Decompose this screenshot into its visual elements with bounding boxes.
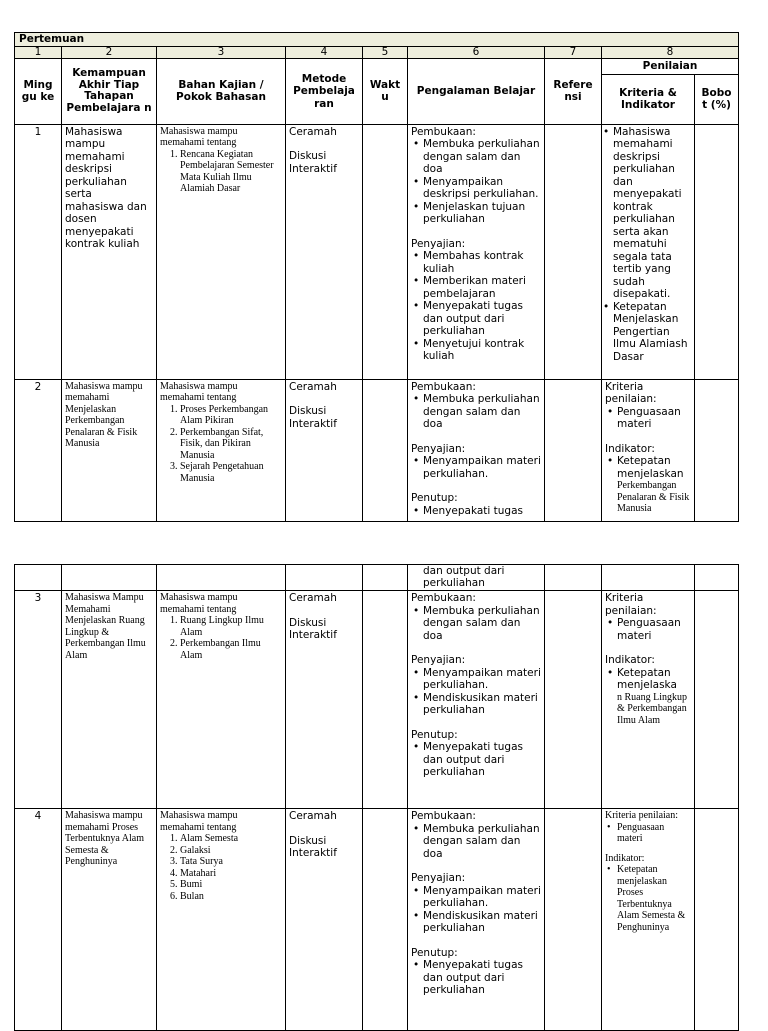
col-header-bahan: Bahan Kajian / Pokok Bahasan (157, 59, 286, 125)
bahan-list (160, 615, 282, 661)
col-header-minggu: Ming gu ke (15, 59, 62, 125)
kriteria-cell (602, 124, 695, 379)
pengalaman-cell (408, 565, 545, 591)
bahan-cell (157, 591, 286, 809)
list-item: 3. Tata Surya (180, 856, 282, 868)
pembukaan-list (411, 393, 541, 431)
referensi-cell (545, 124, 602, 379)
list-item: • Menyepakati tugas dan output dari perkuliahan (423, 959, 541, 997)
col-header-bobot: Bobo t (%) (695, 74, 739, 124)
kriteria-cell (602, 591, 695, 809)
list-item: • Penguasaan materi (617, 406, 691, 431)
bahan-cell (157, 124, 286, 379)
kriteria-list (605, 822, 691, 845)
col-header-referensi: Refere nsi (545, 59, 602, 125)
col-number: 6 (408, 47, 545, 59)
col-number: 2 (62, 47, 157, 59)
col-header-kriteria: Kriteria & Indikator (602, 74, 695, 124)
bahan-intro: Mahasiswa mampu memahami tentang (160, 592, 238, 615)
section-label: Pembukaan: (411, 592, 476, 604)
continuation-text: dan output dari perkuliahan (423, 565, 505, 589)
section-label: Penyajian: (411, 654, 466, 666)
col-header-kemampuan: Kemampuan Akhir Tiap Tahapan Pembelajara n (62, 59, 157, 125)
list-item: • Menyampaikan deskripsi perkuliahan. (423, 176, 541, 201)
section-label: Penutup: (411, 492, 458, 504)
col-header-metode: Metode Pembelaja ran (286, 59, 363, 125)
metode-cell (286, 124, 363, 379)
metode-cell (286, 591, 363, 809)
list-item: • Menyampaikan materi perkuliahan. (423, 885, 541, 910)
list-item: • Menjelaskan tujuan perkuliahan (423, 201, 541, 226)
col-number: 1 (15, 47, 62, 59)
col-number: 3 (157, 47, 286, 59)
indikator-extra: Perkembangan Penalaran & Fisik Manusia (617, 480, 690, 514)
waktu-cell (363, 809, 408, 1031)
bahan-cell (157, 809, 286, 1031)
list-item: • Menyepakati tugas dan output dari perkuliahan (423, 300, 541, 338)
penyajian-list (411, 455, 541, 480)
bobot-cell (695, 379, 739, 521)
week-number: 4 (15, 809, 62, 1031)
metode-item: Ceramah (289, 592, 337, 604)
list-item: • Menyampaikan materi perkuliahan. (423, 455, 541, 480)
list-item: • Mahasiswa memahami deskripsi perkuliahan dan menyepakati kontrak perkuliahan serta akan mematuhi segala tata tertib yang sudah disepakati. (613, 126, 691, 301)
section-label: Pembukaan: (411, 380, 476, 393)
kriteria-list (605, 406, 691, 431)
penyajian-list (411, 250, 541, 363)
bobot-cell (695, 809, 739, 1031)
col-header-waktu: Wakt u (363, 59, 408, 125)
table-row (15, 591, 739, 809)
metode-item: Diskusi Interaktif (289, 405, 337, 430)
list-item (617, 667, 691, 727)
list-item: • Membuka perkuliahan dengan salam dan doa (423, 138, 541, 176)
list-item: 3. Sejarah Pengetahuan Manusia (180, 461, 282, 484)
pembukaan-list (411, 605, 541, 643)
list-item: 1. Ruang Lingkup Ilmu Alam (180, 615, 282, 638)
metode-item: Ceramah (289, 125, 337, 138)
referensi-cell (545, 591, 602, 809)
col-number: 5 (363, 47, 408, 59)
week-number: 1 (15, 124, 62, 379)
bahan-intro: Mahasiswa mampu memahami tentang (160, 810, 238, 833)
kriteria-label: Kriteria penilaian: (605, 380, 657, 405)
table-row (15, 124, 739, 379)
week-number: 3 (15, 591, 62, 809)
list-item: 1. Rencana Kegiatan Pembelajaran Semester Mata Kuliah Ilmu Alamiah Dasar (180, 149, 282, 195)
section-label: Penyajian: (411, 442, 466, 455)
list-item: • Penguasaan materi (617, 617, 691, 642)
col-header-pengalaman: Pengalaman Belajar (408, 59, 545, 125)
indikator-extra: n Ruang Lingkup & Perkembangan Ilmu Alam (617, 691, 687, 726)
penutup-list (411, 959, 541, 997)
indikator-list (605, 864, 691, 933)
indikator-list (605, 455, 691, 515)
col-header-penilaian: Penilaian (602, 59, 739, 75)
waktu-cell (363, 124, 408, 379)
kemampuan-cell: Mahasiswa mampu memahami Menjelaskan Perkembangan Penalaran & Fisik Manusia (62, 379, 157, 521)
kriteria-label: Kriteria penilaian: (605, 592, 657, 617)
col-number: 4 (286, 47, 363, 59)
pengalaman-cell (408, 809, 545, 1031)
kriteria-cell (602, 379, 695, 521)
pengalaman-cell (408, 124, 545, 379)
indikator-label: Indikator: (605, 442, 655, 455)
indikator-label: Indikator: (605, 852, 645, 864)
list-item: • Ketepatan menjelaskan Proses Terbentuknya Alam Semesta & Penghuninya (617, 864, 691, 933)
indikator-list (605, 667, 691, 727)
bobot-cell (695, 591, 739, 809)
list-item: 2. Perkembangan Ilmu Alam (180, 638, 282, 661)
bahan-intro: Mahasiswa mampu memahami tentang (160, 125, 238, 148)
indikator-text: Ketepatan menjelaskan (617, 455, 684, 480)
referensi-cell (545, 379, 602, 521)
kriteria-label: Kriteria penilaian: (605, 810, 679, 821)
section-label: Pembukaan: (411, 125, 476, 138)
indikator-text: Ketepatan menjelaska (617, 666, 677, 691)
pembukaan-list (411, 823, 541, 861)
list-item: 1. Alam Semesta (180, 833, 282, 845)
metode-cell (286, 809, 363, 1031)
list-item: • Menyetujui kontrak kuliah (423, 338, 541, 363)
metode-cell (286, 379, 363, 521)
list-item: 1. Proses Perkembangan Alam Pikiran (180, 404, 282, 427)
list-item: • Ketepatan Menjelaskan Pengertian Ilmu Alamiash Dasar (613, 301, 691, 364)
kemampuan-cell: Mahasiswa mampu memahami deskripsi perkuliahan serta mahasiswa dan dosen menyepakati kontrak kuliah (62, 124, 157, 379)
col-number: 7 (545, 47, 602, 59)
penyajian-list (411, 667, 541, 717)
list-item: 2. Perkembangan Sifat, Fisik, dan Pikiran Manusia (180, 427, 282, 462)
section-label: Penyajian: (411, 237, 466, 250)
pembukaan-list (411, 138, 541, 226)
rps-table-page-2 (14, 564, 739, 1031)
referensi-cell (545, 809, 602, 1031)
metode-item: Ceramah (289, 380, 337, 393)
penyajian-list (411, 885, 541, 935)
section-label: Pembukaan: (411, 810, 476, 822)
pertemuan-header: Pertemuan (15, 33, 739, 47)
rps-table-page-1 (14, 32, 739, 522)
list-item: 4. Matahari (180, 868, 282, 880)
list-item: • Membuka perkuliahan dengan salam dan doa (423, 823, 541, 861)
list-item (617, 455, 691, 515)
bahan-list (160, 404, 282, 485)
list-item: • Menyepakati tugas (423, 505, 541, 518)
pengalaman-cell (408, 379, 545, 521)
penutup-list (411, 505, 541, 518)
list-item: • Membuka perkuliahan dengan salam dan doa (423, 393, 541, 431)
list-item: • Membuka perkuliahan dengan salam dan doa (423, 605, 541, 643)
metode-item: Diskusi Interaktif (289, 150, 337, 175)
kemampuan-cell: Mahasiswa mampu memahami Proses Terbentuknya Alam Semesta & Penghuninya (62, 809, 157, 1031)
metode-item: Ceramah (289, 810, 337, 822)
bahan-list (160, 149, 282, 195)
kemampuan-cell: Mahasiswa Mampu Memahami Menjelaskan Ruang Lingkup & Perkembangan Ilmu Alam (62, 591, 157, 809)
bahan-intro: Mahasiswa mampu memahami tentang (160, 380, 238, 403)
bahan-list (160, 833, 282, 902)
bahan-cell (157, 379, 286, 521)
list-item: • Menyepakati tugas dan output dari perkuliahan (423, 741, 541, 779)
list-item: • Mendiskusikan materi perkuliahan (423, 910, 541, 935)
kriteria-list (605, 617, 691, 642)
list-item: 2. Galaksi (180, 845, 282, 857)
metode-item: Diskusi Interaktif (289, 616, 337, 641)
list-item: 6. Bulan (180, 891, 282, 903)
list-item: 5. Bumi (180, 879, 282, 891)
section-label: Penutup: (411, 946, 458, 959)
table-row (15, 809, 739, 1031)
waktu-cell (363, 379, 408, 521)
week-number: 2 (15, 379, 62, 521)
section-label: Penyajian: (411, 872, 466, 884)
table-row-continuation (15, 565, 739, 591)
indikator-label: Indikator: (605, 654, 655, 666)
list-item: • Mendiskusikan materi perkuliahan (423, 692, 541, 717)
list-item: • Menyampaikan materi perkuliahan. (423, 667, 541, 692)
list-item: • Penguasaan materi (617, 822, 691, 845)
waktu-cell (363, 591, 408, 809)
col-number: 8 (602, 47, 739, 59)
metode-item: Diskusi Interaktif (289, 834, 337, 859)
bobot-cell (695, 124, 739, 379)
list-item: • Memberikan materi pembelajaran (423, 275, 541, 300)
table-row (15, 379, 739, 521)
pengalaman-cell (408, 591, 545, 809)
section-label: Penutup: (411, 728, 458, 741)
list-item: • Membahas kontrak kuliah (423, 250, 541, 275)
kriteria-cell (602, 809, 695, 1031)
kriteria-list (605, 126, 691, 364)
penutup-list (411, 741, 541, 779)
